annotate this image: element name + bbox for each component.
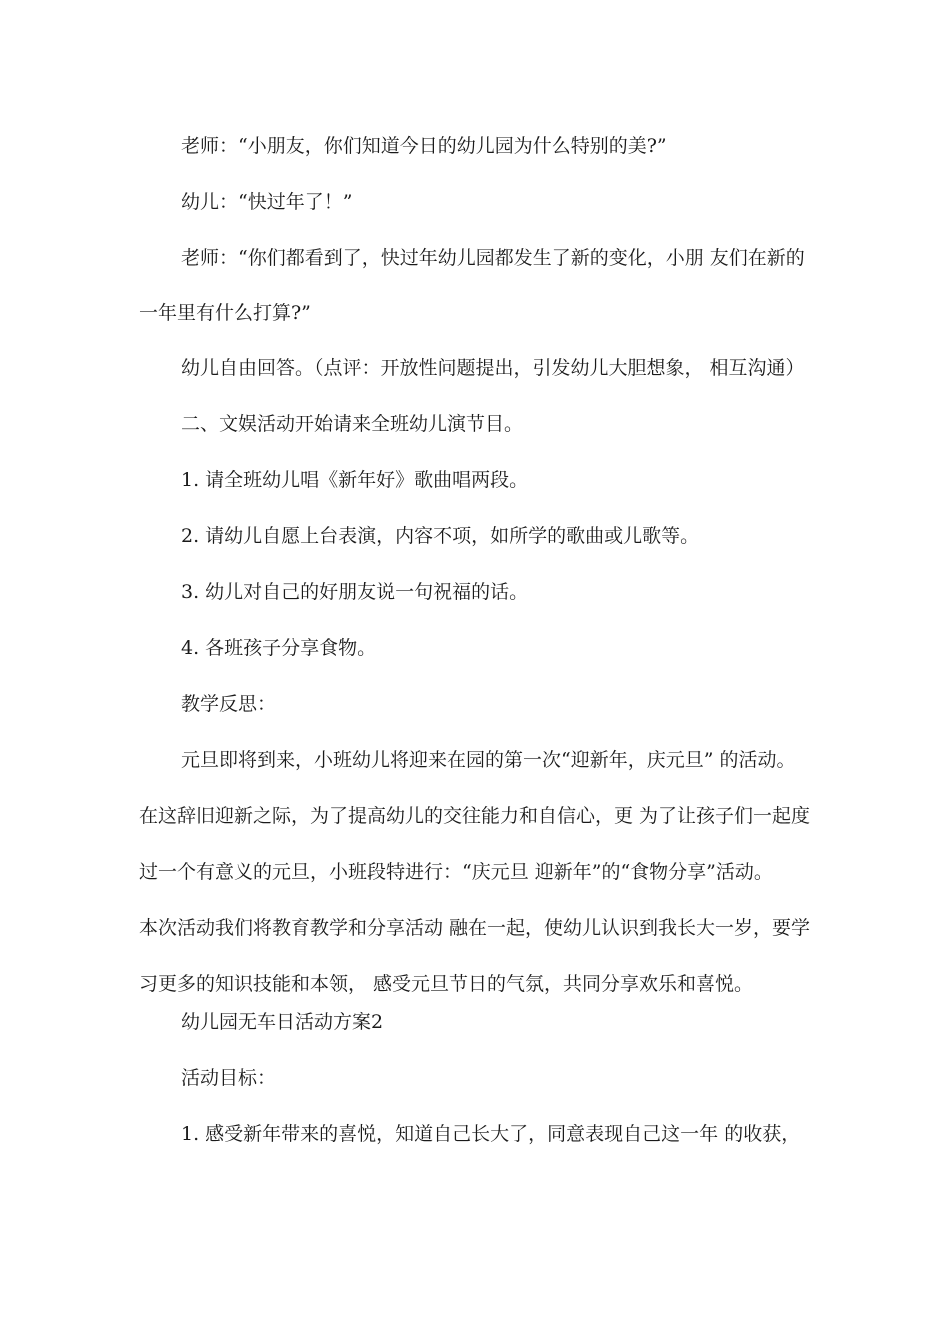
heading-teaching-reflection: 教学反思： xyxy=(181,693,277,715)
reflection-paragraph-line-4: 本次活动我们将教育教学和分享活动 融在一起，使幼儿认识到我长大一岁，要学 xyxy=(139,917,811,939)
dialogue-teacher-2: 老师：“你们都看到了，快过年幼儿园都发生了新的变化，小朋 友们在新的 xyxy=(181,247,805,269)
section-title-plan-2: 幼儿园无车日活动方案2 xyxy=(181,1011,384,1033)
free-answer-comment: 幼儿自由回答。（点评：开放性问题提出，引发幼儿大胆想象， 相互沟通） xyxy=(181,357,805,379)
heading-activity-goals: 活动目标： xyxy=(181,1067,277,1089)
list-item-1: 1. 请全班幼儿唱《新年好》歌曲唱两段。 xyxy=(181,469,529,491)
reflection-paragraph-line-2: 在这辞旧迎新之际，为了提高幼儿的交往能力和自信心，更 为了让孩子们一起度 xyxy=(139,805,811,827)
dialogue-teacher-2-continued: 一年里有什么打算?” xyxy=(139,302,311,324)
list-item-2: 2. 请幼儿自愿上台表演，内容不项，如所学的歌曲或儿歌等。 xyxy=(181,525,700,547)
dialogue-child-1: 幼儿：“快过年了！” xyxy=(181,191,353,213)
reflection-paragraph-line-3: 过一个有意义的元旦，小班段特进行：“庆元旦 迎新年”的“食物分享”活动。 xyxy=(139,861,773,883)
dialogue-teacher-1: 老师：“小朋友，你们知道今日的幼儿园为什么特别的美?” xyxy=(181,135,667,157)
reflection-paragraph-line-5: 习更多的知识技能和本领， 感受元旦节日的气氛，共同分享欢乐和喜悦。 xyxy=(139,973,754,995)
reflection-paragraph-line-1: 元旦即将到来，小班幼儿将迎来在园的第一次“迎新年，庆元旦” 的活动。 xyxy=(181,749,796,771)
section-heading-entertainment: 二、文娱活动开始请来全班幼儿演节目。 xyxy=(181,413,524,435)
list-item-3: 3. 幼儿对自己的好朋友说一句祝福的话。 xyxy=(181,581,529,603)
goal-item-1: 1. 感受新年带来的喜悦，知道自己长大了，同意表现自己这一年 的收获， xyxy=(181,1123,801,1145)
list-item-4: 4. 各班孩子分享食物。 xyxy=(181,637,377,659)
